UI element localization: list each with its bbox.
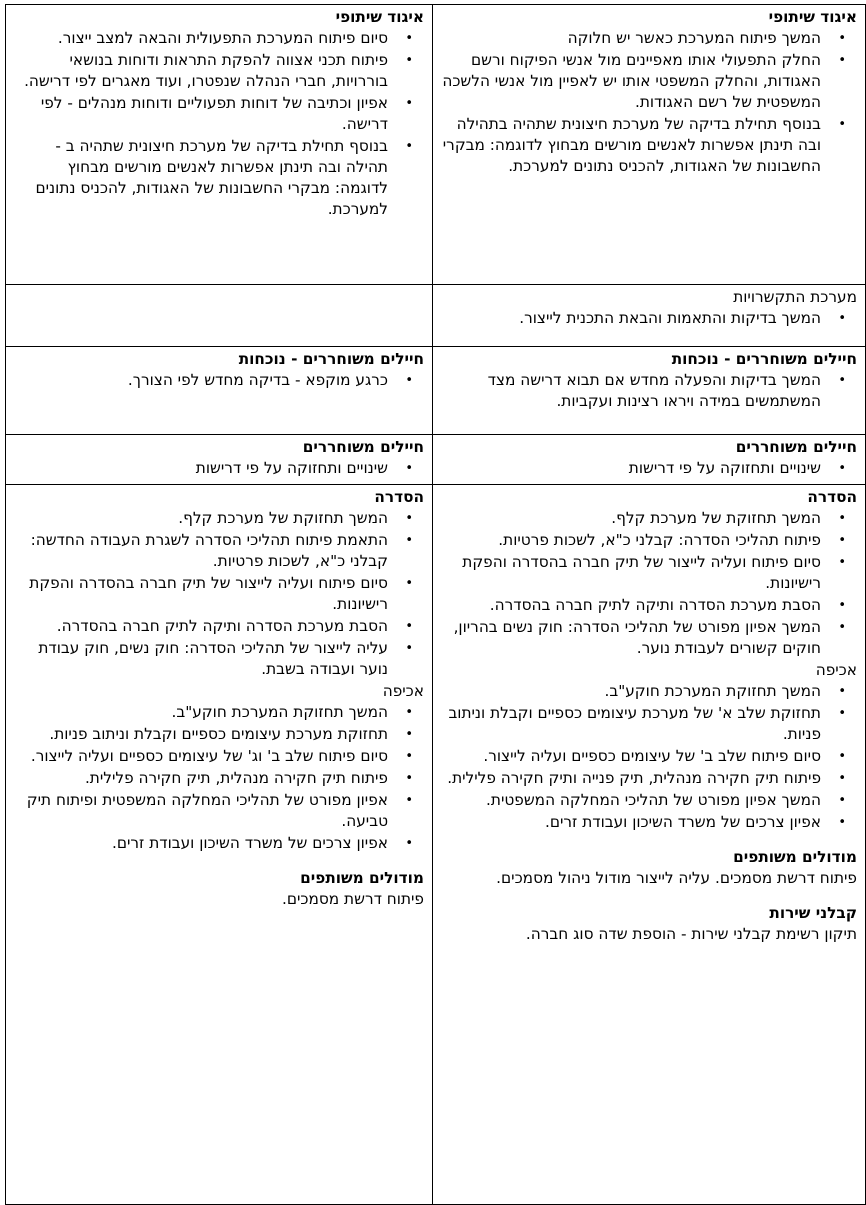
list-item: • החלק התפעולי אותו מאפיינים מול אנשי הפיקוח ורשם האגודות, והחלק המשפטי אותו יש לאפיין מול אנשי הלשכה המשפטית של רשם האגודות.	[441, 50, 857, 113]
list-item: • התאמת פיתוח תהליכי הסדרה לשגרת העבודה החדשה: קבלני כ"א, לשכות פרטיות.	[14, 530, 424, 572]
table-cell-current	[433, 435, 866, 485]
section-title: הסדרה	[807, 488, 857, 506]
list-item: • הסבת מערכת הסדרה ותיקה לתיק חברה בהסדרה.	[441, 595, 857, 616]
document-page	[5, 4, 857, 1205]
section-paragraph: פיתוח דרשת מסמכים. עליה לייצור מודול ניהול מסמכים.	[496, 869, 857, 887]
list-item: • עליה לייצור של תהליכי הסדרה: חוק נשים, חוק עבודת נוער ועבודה בשבת.	[14, 638, 424, 680]
section-title: קבלני שירות	[769, 904, 857, 922]
table-row	[6, 347, 866, 435]
list-item: • הסבת מערכת הסדרה ותיקה לתיק חברה בהסדרה.	[14, 616, 424, 637]
table-row	[6, 285, 866, 347]
section-title: הסדרה	[374, 488, 424, 506]
list-item: • פיתוח תכני אצווה להפקת התראות ודוחות בנושאי בוררויות, חברי הנהלה שנפטרו, ועוד מאגרים לפי דרישה.	[14, 50, 424, 92]
list-item: • פיתוח תיק חקירה מנהלית, תיק חקירה פלילית.	[14, 768, 424, 789]
list-item: • תחזוקת שלב א' של מערכת עיצומים כספיים וקבלת וניתוב פניות.	[441, 703, 857, 745]
list-item: • סיום פיתוח המערכת התפעולית והבאה למצב ייצור.	[14, 28, 424, 49]
section-title: מערכת התקשרויות	[733, 288, 857, 306]
table-row	[6, 5, 866, 285]
list-item: • המשך תחזוקת המערכת חוקע"ב.	[441, 681, 857, 702]
section-title: איגוד שיתופי	[335, 8, 424, 26]
section-title: מודולים משותפים	[733, 848, 857, 866]
bullet-list	[14, 28, 424, 220]
bullet-list	[14, 702, 424, 854]
list-item: • תחזוקת מערכת עיצומים כספיים וקבלת וניתוב פניות.	[14, 724, 424, 745]
list-item: • אפיון צרכים של משרד השיכון ועבודת זרים.	[14, 833, 424, 854]
bullet-list	[441, 458, 857, 479]
section-title: חיילים משוחררים	[302, 438, 424, 456]
list-item: • המשך אפיון מפורט של תהליכי המחלקה המשפטית.	[441, 790, 857, 811]
list-item: • כרגע מוקפא - בדיקה מחדש לפי הצורך.	[14, 370, 424, 391]
list-item: • שינויים ותחזוקה על פי דרישות	[14, 458, 424, 479]
table-cell-planned	[6, 5, 433, 285]
section-title: מודולים משותפים	[300, 869, 424, 887]
work-plan-body	[6, 5, 866, 1205]
bullet-list	[14, 370, 424, 391]
list-item: • פיתוח תהליכי הסדרה: קבלני כ"א, לשכות פרטיות.	[441, 530, 857, 551]
list-item: • בנוסף תחילת בדיקה של מערכת חיצונית שתהיה בתהילה ובה תינתן אפשרות לאנשים מורשים מבחוץ לדוגמה: מבקרי החשבונות של האגודות, להכניס נתונים למערכת.	[441, 114, 857, 177]
table-cell-planned	[6, 435, 433, 485]
list-item: • בנוסף תחילת בדיקה של מערכת חיצונית שתהיה ב - תהילה ובה תינתן אפשרות לאנשים מורשים מבחוץ לדוגמה: מבקרי החשבונות של האגודות, להכניס נתונים למערכת.	[14, 136, 424, 220]
list-item: • המשך בדיקות והפעלה מחדש אם תבוא דרישה מצד המשתמשים במידה ויראו רצינות ועקביות.	[441, 370, 857, 412]
list-item: • המשך אפיון מפורט של תהליכי הסדרה: חוק נשים בהריון, חוקים קשורים לעבודת נוער.	[441, 617, 857, 659]
list-item: • אפיון מפורט של תהליכי המחלקה המשפטית ופיתוח תיק טביעה.	[14, 790, 424, 832]
bullet-list	[441, 308, 857, 329]
list-item: • אפיון צרכים של משרד השיכון ועבודת זרים.	[441, 812, 857, 833]
section-paragraph: תיקון רשימת קבלני שירות - הוספת שדה סוג חברה.	[525, 925, 857, 943]
table-cell-current	[433, 5, 866, 285]
bullet-list	[14, 458, 424, 479]
list-item: • אפיון וכתיבה של דוחות תפעוליים ודוחות מנהלים - לפי דרישה.	[14, 93, 424, 135]
bullet-list	[441, 508, 857, 659]
table-cell-planned	[6, 485, 433, 1205]
list-item: • סיום פיתוח שלב ב' וג' של עיצומים כספיים ועליה לייצור.	[14, 746, 424, 767]
list-item: • סיום פיתוח ועליה לייצור של תיק חברה בהסדרה והפקת רישיונות.	[14, 573, 424, 615]
list-item: • המשך פיתוח המערכת כאשר יש חלוקה	[441, 28, 857, 49]
section-paragraph: פיתוח דרשת מסמכים.	[281, 890, 424, 908]
table-cell-current	[433, 347, 866, 435]
list-item: • המשך תחזוקת המערכת חוקע"ב.	[14, 702, 424, 723]
bullet-list	[441, 370, 857, 412]
list-item: • פיתוח תיק חקירה מנהלית, תיק פנייה ותיק חקירה פלילית.	[441, 768, 857, 789]
bullet-list	[441, 28, 857, 177]
work-plan-table	[5, 4, 866, 1205]
section-title: אכיפה	[815, 661, 857, 679]
section-title: חיילים משוחררים - נוכחות	[238, 350, 424, 368]
section-title: חיילים משוחררים	[735, 438, 857, 456]
list-item: • המשך תחזוקת של מערכת קלף.	[14, 508, 424, 529]
table-cell-current	[433, 485, 866, 1205]
table-row	[6, 485, 866, 1205]
table-row	[6, 435, 866, 485]
list-item: • סיום פיתוח ועליה לייצור של תיק חברה בהסדרה והפקת רישיונות.	[441, 552, 857, 594]
table-cell-current	[433, 285, 866, 347]
section-title: אכיפה	[382, 682, 424, 700]
list-item: • שינויים ותחזוקה על פי דרישות	[441, 458, 857, 479]
section-title: איגוד שיתופי	[768, 8, 857, 26]
list-item: • סיום פיתוח שלב ב' של עיצומים כספיים ועליה לייצור.	[441, 746, 857, 767]
section-title: חיילים משוחררים - נוכחות	[671, 350, 857, 368]
bullet-list	[441, 681, 857, 833]
list-item: • המשך תחזוקת של מערכת קלף.	[441, 508, 857, 529]
list-item: • המשך בדיקות והתאמות והבאת התכנית לייצור.	[441, 308, 857, 329]
table-cell-planned	[6, 285, 433, 347]
bullet-list	[14, 508, 424, 680]
table-cell-planned	[6, 347, 433, 435]
